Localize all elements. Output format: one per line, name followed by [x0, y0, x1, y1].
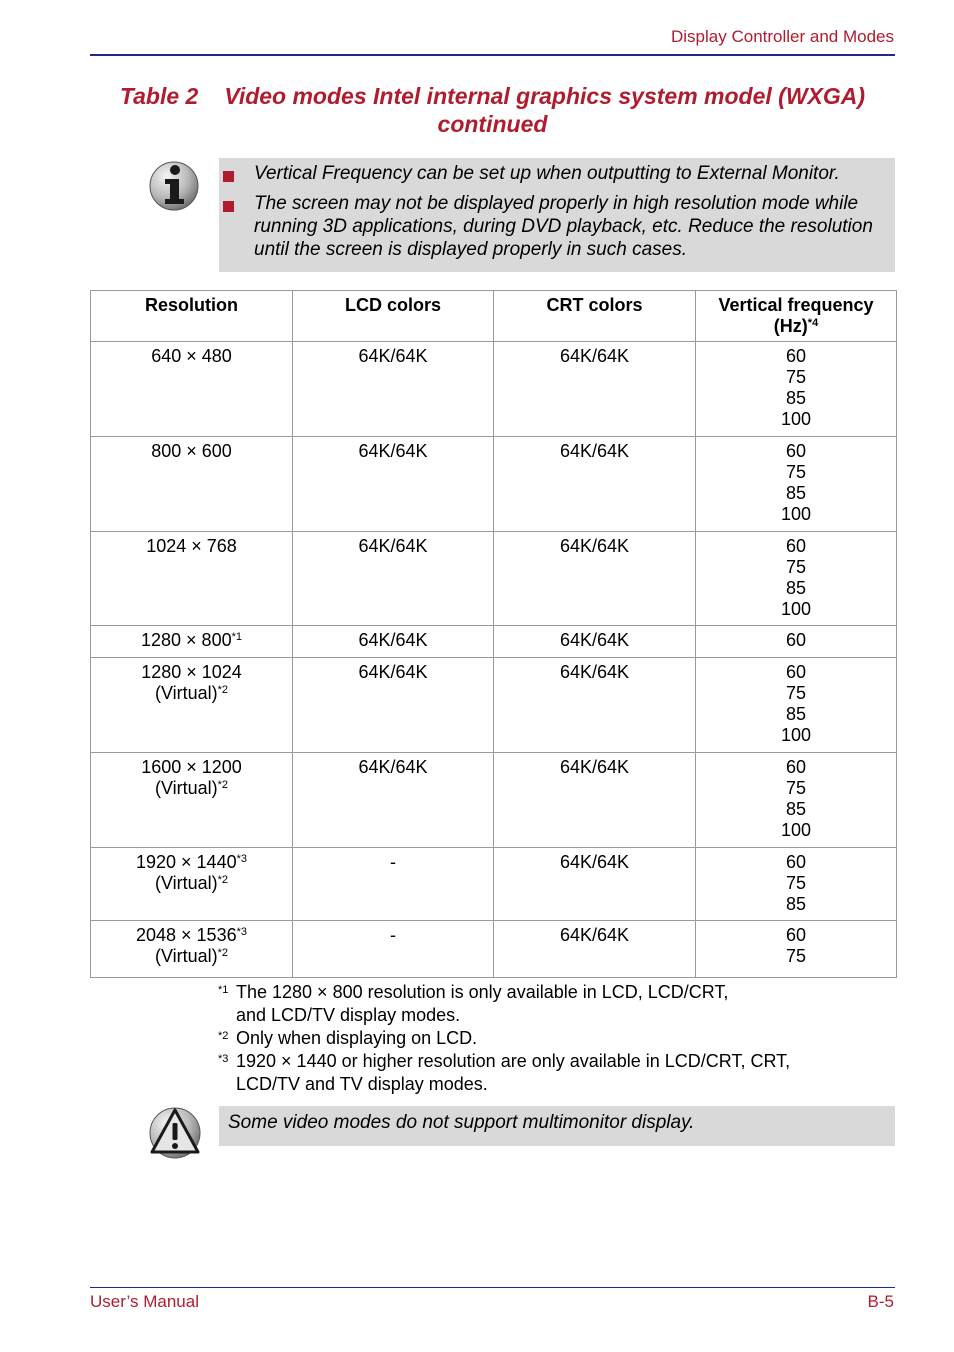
- table-row: [91, 848, 897, 921]
- cell-crt-colors: 64K/64K: [494, 848, 696, 921]
- cell-vertical-frequency: 60 75 85: [696, 848, 897, 921]
- cell-crt-colors: 64K/64K: [494, 753, 696, 848]
- cell-crt-colors: 64K/64K: [494, 658, 696, 753]
- cell-vertical-frequency: 60: [696, 626, 897, 658]
- running-header: Display Controller and Modes: [671, 27, 894, 46]
- cell-crt-colors: 64K/64K: [494, 342, 696, 437]
- cell-lcd-colors: 64K/64K: [293, 342, 494, 437]
- table-title-line2: continued: [437, 111, 548, 137]
- cell-resolution: 800 × 600: [91, 437, 293, 532]
- bullet-square-icon: [223, 201, 234, 212]
- col-header-vfreq: Vertical frequency $(Hz)^{*4}$: [696, 291, 897, 342]
- footnote: *2 Only when displaying on LCD.: [218, 1028, 478, 1048]
- table-row: [91, 342, 897, 437]
- table-label: Table 2: [119, 83, 199, 109]
- cell-resolution: 1280 × 1024 (Virtual)$^{*2}$: [91, 658, 293, 753]
- cell-vertical-frequency: 60 75 85 100: [696, 437, 897, 532]
- cell-lcd-colors: 64K/64K: [293, 532, 494, 626]
- footnote: *3 1920 × 1440 or higher resolution are only available in LCD/CRT, CRT, LCD/TV and TV display modes.: [218, 1051, 791, 1094]
- cell-vertical-frequency: 60 75 85 100: [696, 658, 897, 753]
- caution-icon: [148, 1106, 202, 1160]
- table-row: [91, 626, 897, 658]
- cell-crt-colors: 64K/64K: [494, 921, 696, 978]
- cell-vertical-frequency: 60 75 85 100: [696, 753, 897, 848]
- col-header-resolution: Resolution: [91, 291, 293, 342]
- cell-vertical-frequency: 60 75 85 100: [696, 342, 897, 437]
- video-modes-table: [90, 290, 897, 978]
- col-header-crt: CRT colors: [494, 291, 696, 342]
- cell-vertical-frequency: 60 75 85 100: [696, 532, 897, 626]
- caution-note-text: Some video modes do not support multimonitor display.: [228, 1112, 695, 1133]
- cell-resolution: 640 × 480: [91, 342, 293, 437]
- cell-resolution: 1024 × 768: [91, 532, 293, 626]
- table-row: [91, 921, 897, 978]
- bullet-square-icon: [223, 171, 234, 182]
- caution-note-box: [219, 1106, 895, 1146]
- cell-lcd-colors: 64K/64K: [293, 658, 494, 753]
- cell-resolution: 1600 × 1200 (Virtual)$^{*2}$: [91, 753, 293, 848]
- cell-lcd-colors: 64K/64K: [293, 437, 494, 532]
- footnotes: [218, 981, 878, 1096]
- footer-rule: [90, 1287, 895, 1288]
- cell-vertical-frequency: 60 75: [696, 921, 897, 978]
- cell-lcd-colors: -: [293, 848, 494, 921]
- cell-lcd-colors: 64K/64K: [293, 753, 494, 848]
- table-row: [91, 532, 897, 626]
- info-note-box: Vertical Frequency can be set up when outputting to External Monitor. The screen may not be displayed properly in high resolution mode while running 3D applications, during DVD playback, etc. Reduce the resolution until the screen is displayed properly in such cases.: [219, 158, 895, 272]
- table-row: [91, 658, 897, 753]
- cell-resolution: $2048 \times 1536^{*3}$ (Virtual)$^{*2}$: [91, 921, 293, 978]
- info-icon: [148, 158, 200, 212]
- cell-crt-colors: 64K/64K: [494, 532, 696, 626]
- cell-resolution: $1920 \times 1440^{*3}$ (Virtual)$^{*2}$: [91, 848, 293, 921]
- table-header-row: [91, 291, 897, 342]
- cell-lcd-colors: -: [293, 921, 494, 978]
- col-header-lcd: LCD colors: [293, 291, 494, 342]
- cell-resolution: $1280 \times 800^{*1}$: [91, 626, 293, 658]
- cell-lcd-colors: 64K/64K: [293, 626, 494, 658]
- table-title: [90, 82, 895, 138]
- cell-crt-colors: 64K/64K: [494, 437, 696, 532]
- header-rule: [90, 54, 895, 56]
- table-row: [91, 753, 897, 848]
- page-number: B-5: [867, 1292, 894, 1311]
- footer-manual-name: User’s Manual: [90, 1292, 199, 1311]
- footnote: *1 The 1280 × 800 resolution is only available in LCD, LCD/CRT, and LCD/TV display modes.: [218, 982, 729, 1025]
- table-title-line1: Video modes Intel internal graphics system model (WXGA): [224, 83, 866, 109]
- table-row: [91, 437, 897, 532]
- cell-crt-colors: 64K/64K: [494, 626, 696, 658]
